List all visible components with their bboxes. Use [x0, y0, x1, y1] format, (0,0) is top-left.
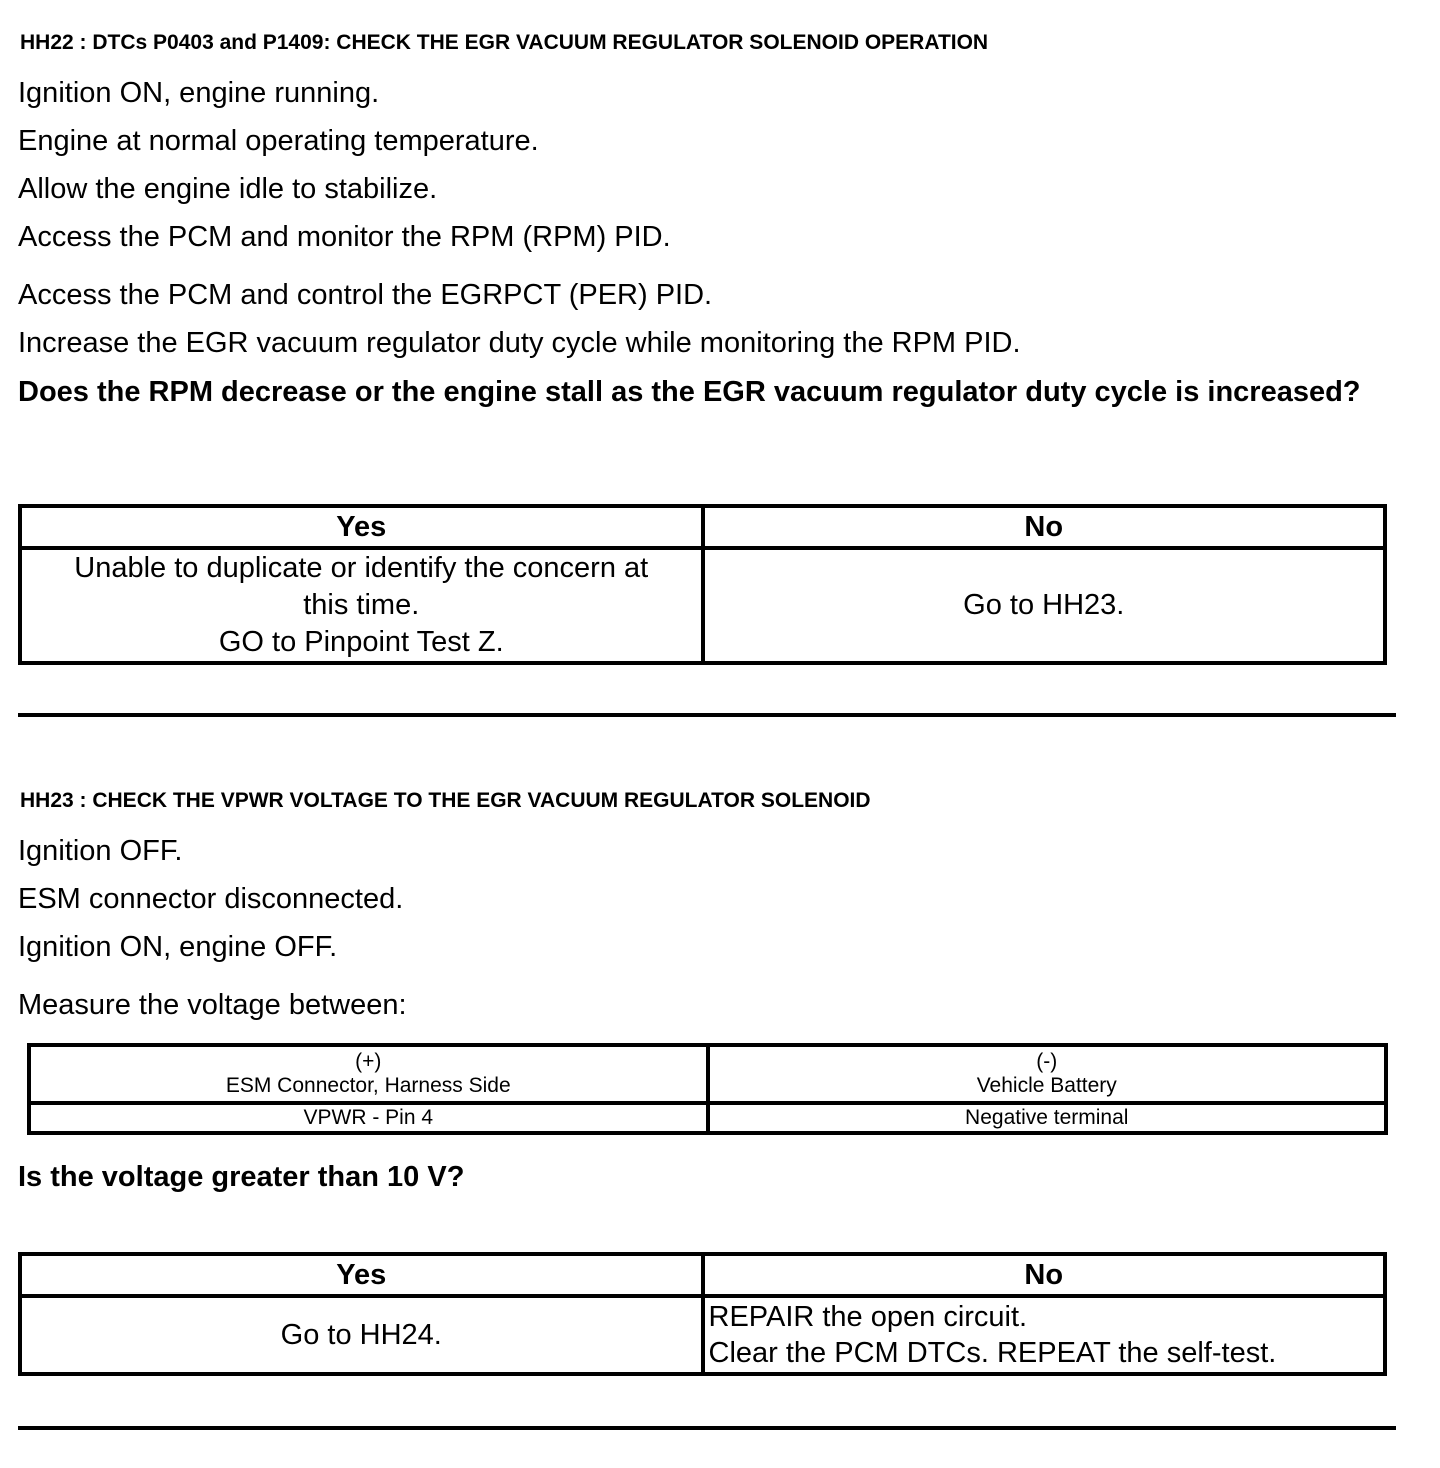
hh23-heading: HH23 : CHECK THE VPWR VOLTAGE TO THE EGR VACUUM REGULATOR SOLENOID	[20, 789, 871, 812]
yes-result	[20, 548, 703, 663]
hh22-step: Increase the EGR vacuum regulator duty cycle while monitoring the RPM PID.	[18, 327, 1021, 359]
hh22-result-table	[18, 504, 1387, 665]
no-result	[703, 1296, 1386, 1374]
hh22-step: Access the PCM and control the EGRPCT (PER) PID.	[18, 279, 713, 311]
yes-header: Yes	[20, 506, 703, 548]
no-result: Go to HH23.	[703, 548, 1386, 663]
pos-label: ESM Connector, Harness Side	[225, 1074, 511, 1097]
yes-line: GO to Pinpoint Test Z.	[218, 626, 504, 658]
hh23-result-table	[18, 1252, 1387, 1376]
section-divider	[18, 1426, 1396, 1430]
no-line: REPAIR the open circuit.	[708, 1301, 1028, 1333]
pos-sign: (+)	[355, 1050, 382, 1073]
no-header: No	[703, 1254, 1386, 1296]
neg-label: Vehicle Battery	[976, 1074, 1117, 1097]
neg-value: Negative terminal	[708, 1103, 1387, 1133]
yes-header: Yes	[20, 1254, 703, 1296]
pos-value: VPWR - Pin 4	[29, 1103, 708, 1133]
positive-lead	[29, 1045, 708, 1103]
hh23-step: ESM connector disconnected.	[18, 883, 404, 915]
neg-sign: (-)	[1036, 1050, 1058, 1073]
hh23-step: Measure the voltage between:	[18, 989, 407, 1021]
yes-result: Go to HH24.	[20, 1296, 703, 1374]
negative-lead	[708, 1045, 1387, 1103]
hh23-question: Is the voltage greater than 10 V?	[18, 1161, 465, 1193]
hh22-step: Ignition ON, engine running.	[18, 77, 380, 109]
no-line: Clear the PCM DTCs. REPEAT the self-test.	[708, 1337, 1277, 1369]
yes-line: Unable to duplicate or identify the concern at	[74, 552, 649, 584]
hh22-step: Allow the engine idle to stabilize.	[18, 173, 438, 205]
yes-line: this time.	[303, 589, 420, 621]
measure-table	[27, 1043, 1388, 1135]
hh22-heading: HH22 : DTCs P0403 and P1409: CHECK THE EGR VACUUM REGULATOR SOLENOID OPERATION	[20, 31, 989, 54]
hh22-step: Access the PCM and monitor the RPM (RPM) PID.	[18, 221, 671, 253]
hh23-step: Ignition OFF.	[18, 835, 183, 867]
hh23-step: Ignition ON, engine OFF.	[18, 931, 338, 963]
hh22-step: Engine at normal operating temperature.	[18, 125, 539, 157]
no-header: No	[703, 506, 1386, 548]
hh22-question: Does the RPM decrease or the engine stall as the EGR vacuum regulator duty cycle is increased?	[18, 376, 1361, 408]
section-divider	[18, 713, 1396, 717]
